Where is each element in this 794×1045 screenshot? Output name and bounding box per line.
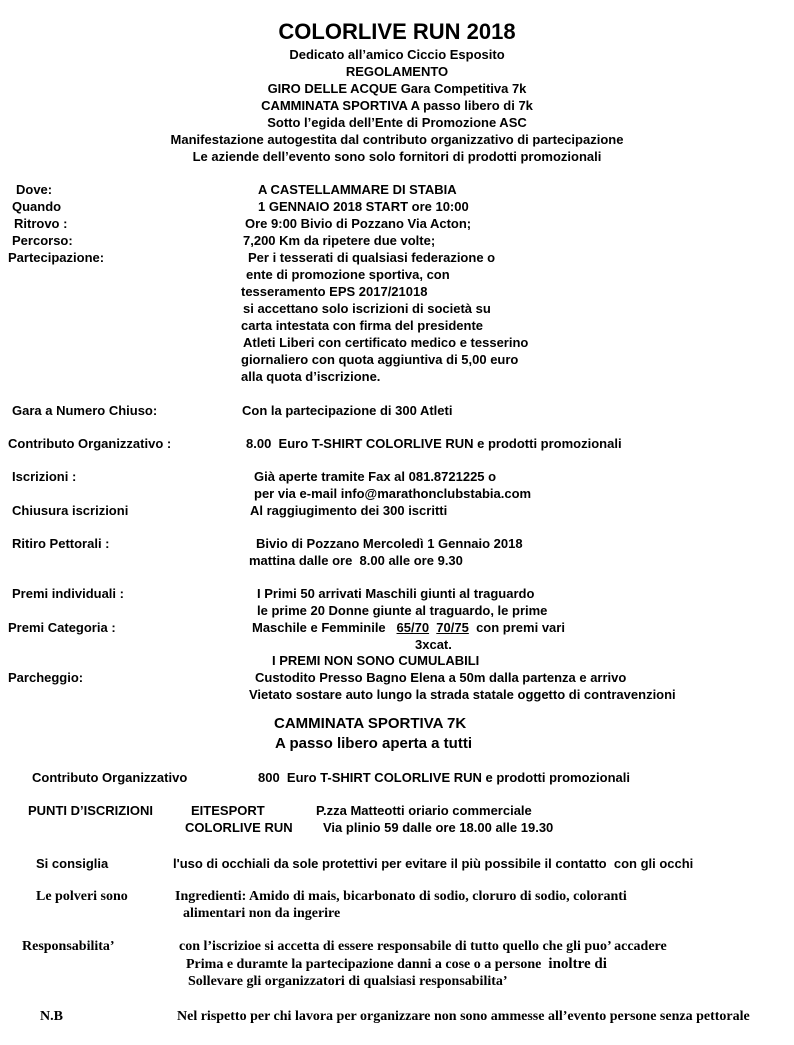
contributo-label: Contributo Organizzativo : <box>8 436 172 451</box>
partecipazione-line: ente di promozione sportiva, con <box>246 267 450 282</box>
parcheggio-line: Vietato sostare auto lungo la strada statale oggetto di contravenzioni <box>249 687 676 702</box>
responsabilita-line <box>186 957 607 972</box>
camminata-line: CAMMINATA SPORTIVA A passo libero di 7k <box>261 98 533 113</box>
responsabilita-line: con l’iscrizioe si accetta di essere responsabile di tutto quello che gli puo’ accadere <box>179 939 667 954</box>
walk-subtitle: A passo libero aperta a tutti <box>275 735 472 752</box>
ritiro-line: Bivio di Pozzano Mercoledì 1 Gennaio 2018 <box>256 536 523 551</box>
responsabilita-label: Responsabilita’ <box>22 939 115 954</box>
nb-value: Nel rispetto per chi lavora per organizzare non sono ammesse all’evento persone senza pettorale <box>177 1009 750 1024</box>
chiusura-label: Chiusura iscrizioni <box>12 503 129 518</box>
consiglia-value: l'uso di occhiali da sole protettivi per evitare il più possibile il contatto con gli occhi <box>173 856 694 871</box>
responsabilita-line2: Prima e duramte la partecipazione danni a cose o a persone <box>186 957 542 972</box>
punto-address: Via plinio 59 dalle ore 18.00 alle 19.30 <box>323 820 554 835</box>
partecipazione-line: carta intestata con firma del presidente <box>241 318 484 333</box>
regolamento-heading: REGOLAMENTO <box>345 64 449 79</box>
category-70-75: 70/75 <box>436 620 469 635</box>
premi-categoria-suffix: con premi vari <box>476 620 565 635</box>
partecipazione-label: Partecipazione: <box>8 250 105 265</box>
polveri-line: Ingredienti: Amido di mais, bicarbonato di sodio, cloruro di sodio, coloranti <box>175 889 627 904</box>
premi-individuali-line: le prime 20 Donne giunte al traguardo, le prime <box>257 603 548 618</box>
polveri-line: alimentari non da ingerire <box>183 906 341 921</box>
parcheggio-label: Parcheggio: <box>8 670 84 685</box>
partecipazione-line: tesseramento EPS 2017/21018 <box>241 284 428 299</box>
ritiro-label: Ritiro Pettorali : <box>12 536 110 551</box>
punto-name: EITESPORT <box>191 803 265 818</box>
partecipazione-line: si accettano solo iscrizioni di società su <box>243 301 491 316</box>
contributo-value: 8.00 Euro T-SHIRT COLORLIVE RUN e prodotti promozionali <box>246 436 622 451</box>
responsabilita-extra: inoltre di <box>548 956 607 972</box>
iscrizioni-label: Iscrizioni : <box>12 469 77 484</box>
premi-individuali-line: I Primi 50 arrivati Maschili giunti al traguardo <box>257 586 535 601</box>
page-title: COLORLIVE RUN 2018 <box>278 19 516 44</box>
partecipazione-line: Per i tesserati di qualsiasi federazione o <box>248 250 496 265</box>
giro-line: GIRO DELLE ACQUE Gara Competitiva 7k <box>267 81 527 96</box>
ritrovo-value: Ore 9:00 Bivio di Pozzano Via Acton; <box>245 216 472 231</box>
ritiro-line: mattina dalle ore 8.00 alle ore 9.30 <box>249 553 463 568</box>
punti-label: PUNTI D’ISCRIZIONI <box>28 803 153 818</box>
iscrizioni-email: per via e-mail info@marathonclubstabia.com <box>254 486 532 501</box>
nb-label: N.B <box>40 1009 63 1024</box>
percorso-label: Percorso: <box>12 233 73 248</box>
category-65-70: 65/70 <box>396 620 430 635</box>
walk-contributo-label: Contributo Organizzativo <box>32 770 188 785</box>
dove-label: Dove: <box>16 182 53 197</box>
egida-line: Sotto l’egida dell’Ente di Promozione ASC <box>267 115 527 130</box>
consiglia-label: Si consiglia <box>36 856 109 871</box>
partecipazione-line: Atleti Liberi con certificato medico e tesserino <box>243 335 529 350</box>
walk-title: CAMMINATA SPORTIVA 7K <box>274 715 467 732</box>
partecipazione-line: alla quota d’iscrizione. <box>241 369 381 384</box>
partecipazione-line: giornaliero con quota aggiuntiva di 5,00 euro <box>241 352 519 367</box>
walk-contributo-value: 800 Euro T-SHIRT COLORLIVE RUN e prodotti promozionali <box>258 770 630 785</box>
punto-address: P.zza Matteotti oriario commerciale <box>316 803 532 818</box>
gara-label: Gara a Numero Chiuso: <box>12 403 158 418</box>
quando-value: 1 GENNAIO 2018 START ore 10:00 <box>258 199 469 214</box>
quando-label: Quando <box>12 199 62 214</box>
percorso-value: 7,200 Km da ripetere due volte; <box>243 233 436 248</box>
premi-note: I PREMI NON SONO CUMULABILI <box>272 653 480 668</box>
parcheggio-line: Custodito Presso Bagno Elena a 50m dalla partenza e arrivo <box>255 670 627 685</box>
punto-name: COLORLIVE RUN <box>185 820 293 835</box>
aziende-line: Le aziende dell’evento sono solo fornitori di prodotti promozionali <box>192 149 602 164</box>
ritrovo-label: Ritrovo : <box>14 216 68 231</box>
premi-categoria-label: Premi Categoria : <box>8 620 116 635</box>
responsabilita-line: Sollevare gli organizzatori di qualsiasi responsabilita’ <box>188 974 508 989</box>
premi-individuali-label: Premi individuali : <box>12 586 124 601</box>
manifestazione-line: Manifestazione autogestita dal contributo organizzativo di partecipazione <box>170 132 624 147</box>
iscrizioni-line: Già aperte tramite Fax al 081.8721225 o <box>254 469 497 484</box>
dedication: Dedicato all’amico Ciccio Esposito <box>289 47 505 62</box>
gara-value: Con la partecipazione di 300 Atleti <box>242 403 453 418</box>
premi-categoria-prefix: Maschile e Femminile <box>252 620 386 635</box>
polveri-label: Le polveri sono <box>36 889 128 904</box>
dove-value: A CASTELLAMMARE DI STABIA <box>258 182 457 197</box>
premi-categoria-line <box>252 620 565 635</box>
premi-xcat: 3xcat. <box>415 637 452 652</box>
chiusura-value: Al raggiugimento dei 300 iscritti <box>250 503 448 518</box>
